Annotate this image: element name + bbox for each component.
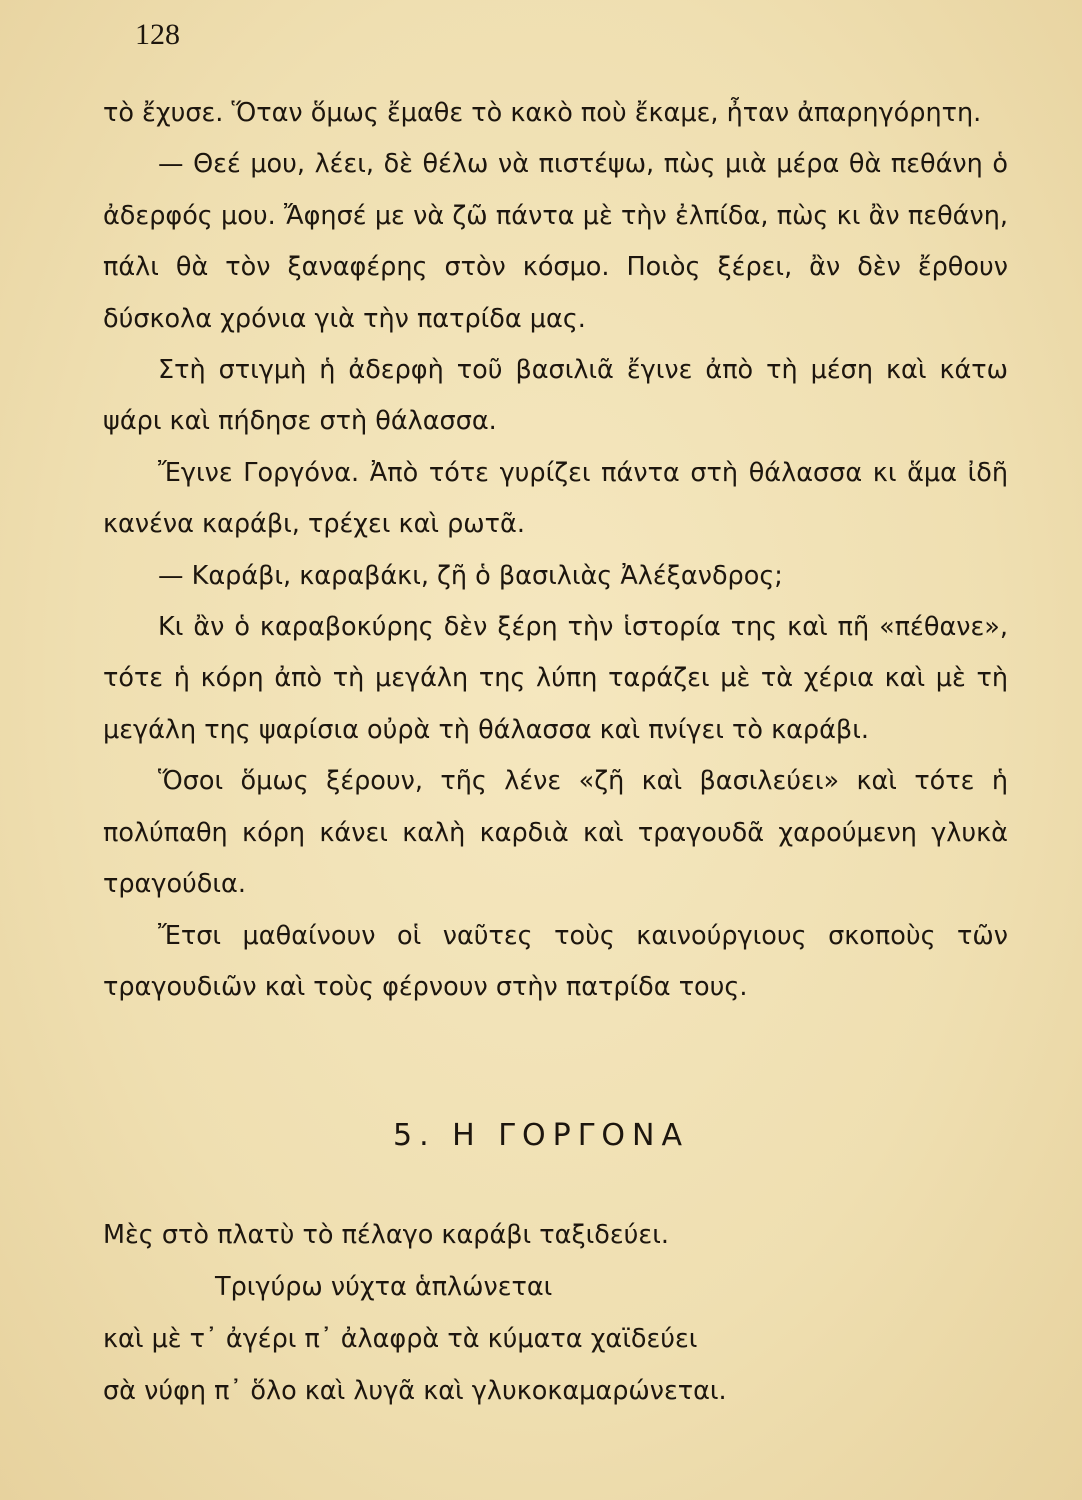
paragraph: — Καράβι, καραβάκι, ζῆ ὁ βασιλιὰς Ἀλέξανδρος; <box>158 560 783 591</box>
prose-body <box>103 88 1008 1013</box>
paragraph: Στὴ στιγμὴ ἡ ἀδερφὴ τοῦ βασιλιᾶ ἔγινε ἀπὸ τὴ μέση καὶ κάτω ψάρι καὶ πήδησε στὴ θάλασσα. <box>103 355 1008 437</box>
paragraph: Κι ἂν ὁ καραβοκύρης δὲν ξέρη τὴν ἱστορία της καὶ πῆ «πέθανε», τότε ἡ κόρη ἀπὸ τὴ μεγάλη της λύπη ταράζει μὲ τὰ χέρια καὶ μὲ τὴ μεγάλη της ψαρίσια οὐρὰ τὴ θάλασσα καὶ πνίγει τὸ καράβι. <box>103 612 1008 745</box>
section-heading: 5. Η ΓΟΡΓΟΝΑ <box>393 1118 689 1153</box>
poem-line: καὶ μὲ τ᾿ ἀγέρι π᾿ ἀλαφρὰ τὰ κύματα χαϊδεύει <box>103 1324 698 1354</box>
paragraph: Ἔγινε Γοργόνα. Ἀπὸ τότε γυρίζει πάντα στὴ θάλασσα κι ἅμα ἰδῆ κανένα καράβι, τρέχει καὶ ρωτᾶ. <box>103 457 1008 540</box>
poem-line: σὰ νύφη π᾿ ὅλο καὶ λυγᾶ καὶ γλυκοκαμαρώνεται. <box>103 1376 727 1406</box>
page-number: 128 <box>135 18 180 51</box>
paragraph: Ὅσοι ὅμως ξέρουν, τῆς λένε «ζῆ καὶ βασιλεύει» καὶ τότε ἡ πολύπαθη κόρη κάνει καλὴ καρδιὰ καὶ τραγουδᾶ χαρούμενη γλυκὰ τραγούδια. <box>103 766 1008 900</box>
poem-line: Τριγύρω νύχτα ἁπλώνεται <box>215 1272 553 1302</box>
paragraph: Ἔτσι μαθαίνουν οἱ ναῦτες τοὺς καινούργιους σκοποὺς τῶν τραγουδιῶν καὶ τοὺς φέρνουν στὴν πατρίδα τους. <box>103 920 1008 1002</box>
poem-line: Μὲς στὸ πλατὺ τὸ πέλαγο καράβι ταξιδεύει. <box>103 1220 669 1250</box>
poem <box>103 1209 1008 1417</box>
paragraph: — Θεέ μου, λέει, δὲ θέλω νὰ πιστέψω, πὼς μιὰ μέρα θὰ πεθάνη ὁ ἀδερφός μου. Ἄφησέ με νὰ ζῶ πάντα μὲ τὴν ἐλπίδα, πὼς κι ἂν πεθάνη, πάλι θὰ τὸν ξαναφέρης στὸν κόσμο. Ποιὸς ξέρει, ἂν δὲν ἔρθουν δύσκολα χρόνια γιὰ τὴν πατρίδα μας. <box>103 149 1008 334</box>
paragraph: τὸ ἔχυσε. Ὅταν ὅμως ἔμαθε τὸ κακὸ ποὺ ἔκαμε, ἦταν ἀπαρηγόρητη. <box>103 98 982 128</box>
